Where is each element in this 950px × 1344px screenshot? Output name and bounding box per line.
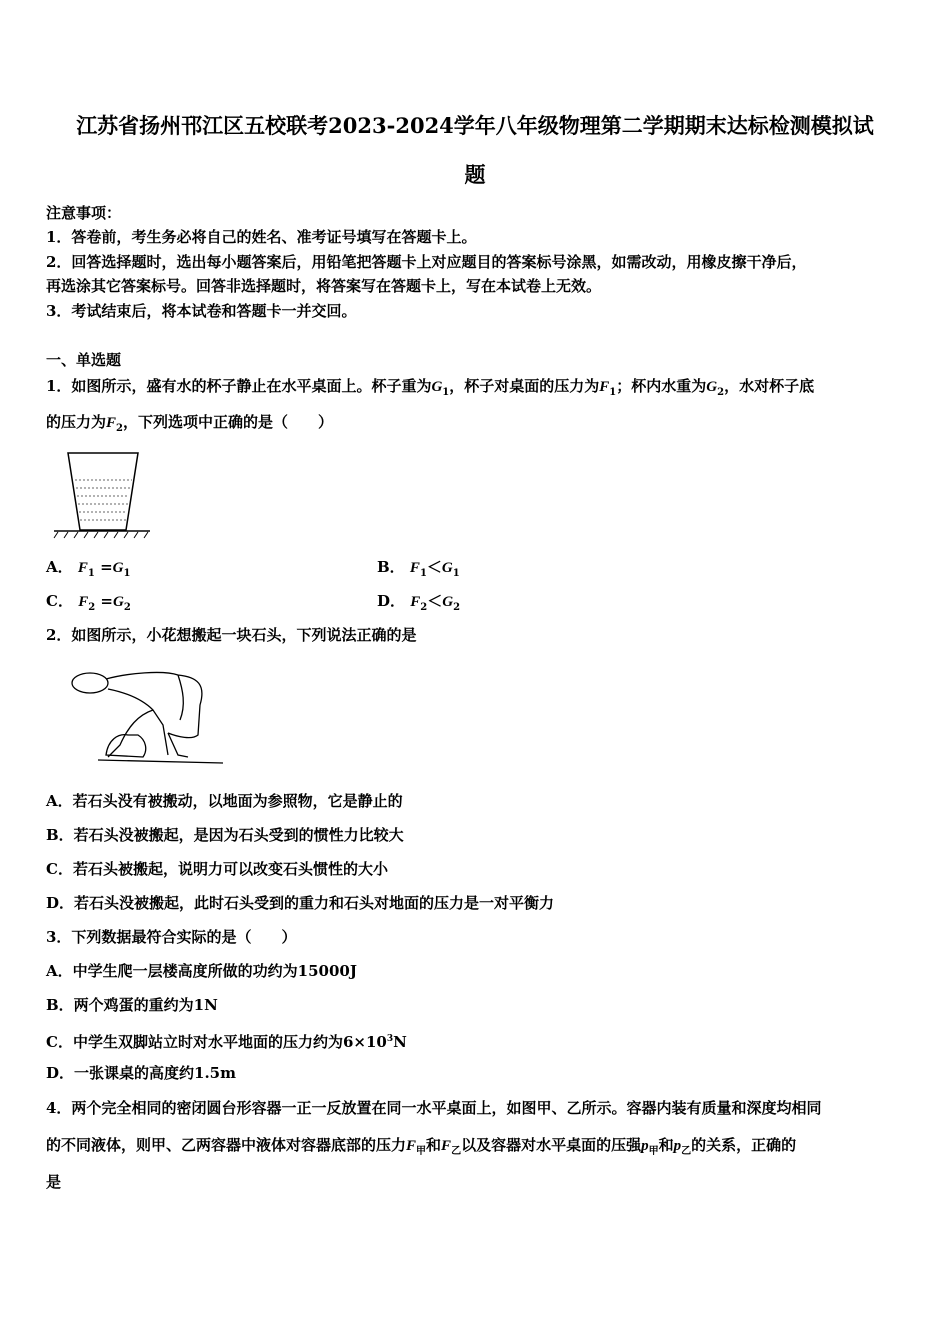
q4-stem-line2: 的不同液体，则甲、乙两容器中液体对容器底部的压力$F_甲$和$F_乙$以及容器对水平桌面的压强$p_甲$和$p_乙$的关系，正确的	[46, 1136, 797, 1157]
q3-option-c: C．中学生双脚站立时对水平地面的压力约为$6\times 10^3N$	[46, 1033, 407, 1051]
note-item: 2．回答选择题时，选出每小题答案后，用铅笔把答题卡上对应题目的答案标号涂黑，如需改动，用橡皮擦干净后，	[46, 253, 807, 271]
girl-lifting-stone-figure	[68, 665, 228, 770]
q1-stem-line1: 1．如图所示，盛有水的杯子静止在水平桌面上。杯子重为$G_1$，杯子对桌面的压力为$F_1$；杯内水重为$G_2$，水对杯子底	[46, 377, 815, 398]
q3-option-d: D．一张课桌的高度约1.5m	[46, 1064, 236, 1082]
notes-heading: 注意事项：	[46, 204, 122, 222]
note-item: 3．考试结束后，将本试卷和答题卡一并交回。	[46, 302, 357, 320]
q2-option-b: B．若石头没被搬起，是因为石头受到的惯性力比较大	[46, 826, 404, 844]
section-heading: 一、单选题	[46, 351, 122, 369]
q4-stem-line3: 是	[46, 1173, 62, 1191]
q1-option-d: D． $F_2<G_2$	[377, 592, 461, 613]
q2-option-a: A．若石头没有被搬动，以地面为参照物，它是静止的	[46, 792, 403, 810]
q3-stem: 3．下列数据最符合实际的是（ ）	[46, 928, 297, 946]
q1-option-c: C． $F_2 =G_2$	[46, 592, 131, 613]
q3-option-b: B．两个鸡蛋的重约为1N	[46, 996, 218, 1014]
q2-stem: 2．如图所示，小花想搬起一块石头，下列说法正确的是	[46, 626, 417, 644]
note-item: 再选涂其它答案标号。回答非选择题时，将答案写在答题卡上，写在本试卷上无效。	[46, 277, 602, 295]
note-item: 1．答卷前，考生务必将自己的姓名、准考证号填写在答题卡上。	[46, 228, 477, 246]
q2-option-d: D．若石头没被搬起，此时石头受到的重力和石头对地面的压力是一对平衡力	[46, 894, 555, 912]
q1-option-a: A． $F_1 =G_1$	[46, 558, 131, 579]
page-title: 江苏省扬州邗江区五校联考2023-2024学年八年级物理第二学期期末达标检测模拟试	[76, 113, 874, 138]
q4-stem-line1: 4．两个完全相同的密闭圆台形容器一正一反放置在同一水平桌面上，如图甲、乙所示。容器内装有质量和深度均相同	[46, 1099, 822, 1117]
page-title-cont: 题	[464, 162, 486, 187]
q1-stem-line2: 的压力为$F_2$，下列选项中正确的是（ ）	[46, 413, 334, 434]
q2-option-c: C．若石头被搬起，说明力可以改变石头惯性的大小	[46, 860, 388, 878]
cup-figure	[52, 448, 152, 543]
q3-option-a: A．中学生爬一层楼高度所做的功约为15000J	[46, 962, 357, 980]
q1-option-b: B． $F_1<G_1$	[377, 558, 460, 579]
